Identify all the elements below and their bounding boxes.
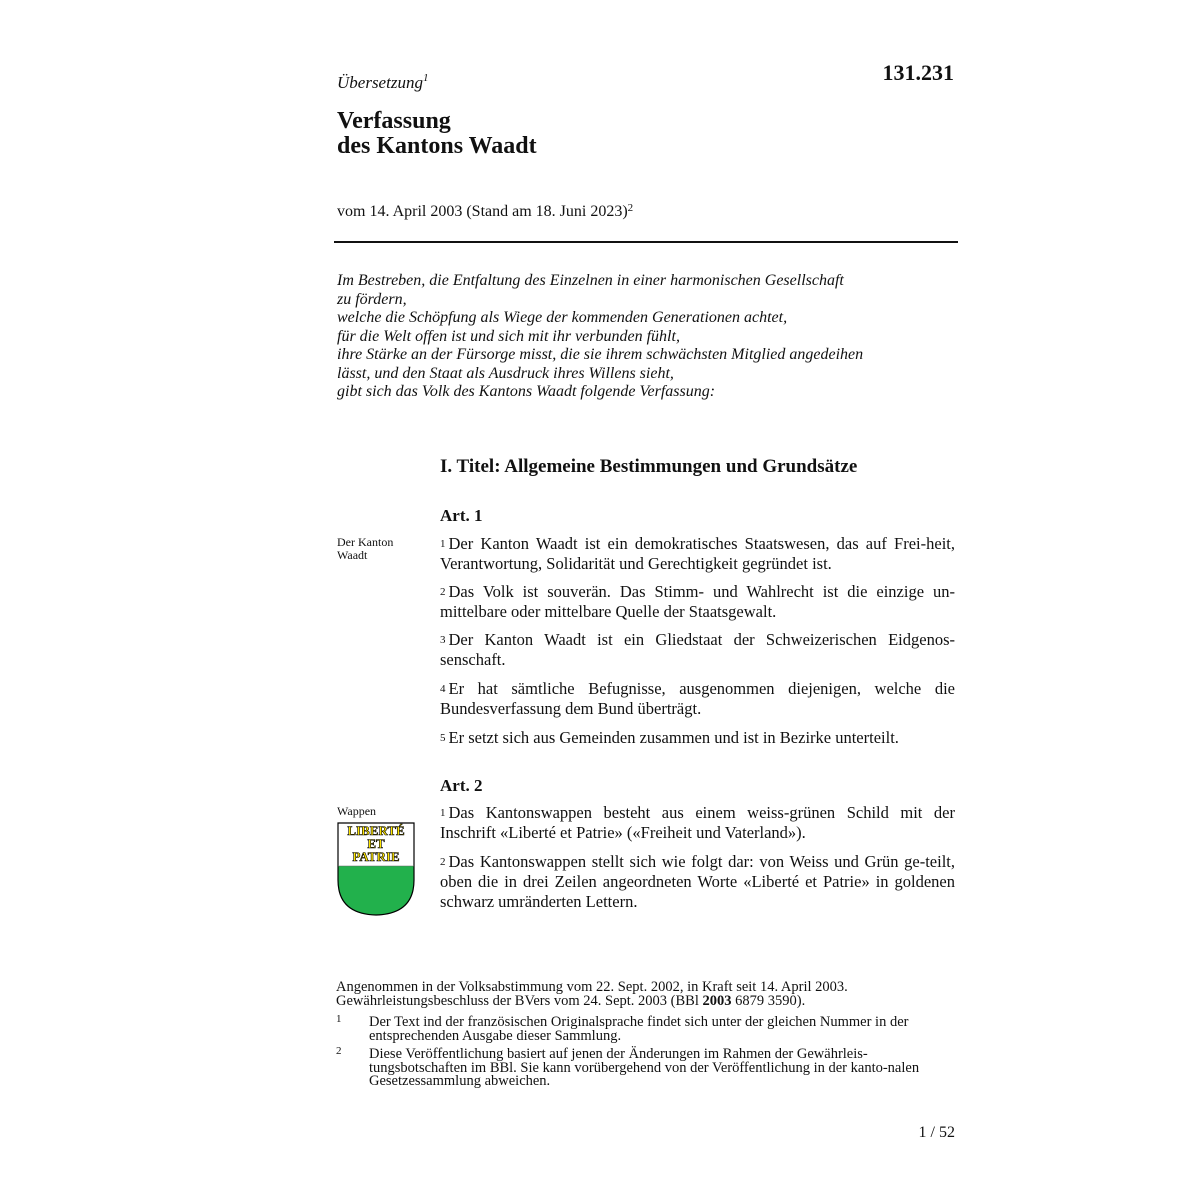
paragraph-number: 5 (440, 732, 446, 744)
article-1-paragraph-3 (440, 630, 955, 670)
footnote-intro (336, 980, 956, 1008)
document-date: vom 14. April 2003 (Stand am 18. Juni 2023)$^2$ (337, 202, 634, 220)
article-2-paragraph-1 (440, 803, 955, 843)
footnote-number: 1 (336, 1013, 342, 1025)
paragraph-text: Das Kantonswappen besteht aus einem weiss-grünen Schild mit der Inschrift «Liberté et Patrie» («Freiheit und Vaterland»). (440, 803, 955, 842)
article-1-paragraph-1 (440, 534, 955, 574)
preamble (337, 272, 957, 402)
footnote-2 (336, 1045, 956, 1089)
paragraph-number: 4 (440, 683, 446, 695)
shield-letters-line-2: ET (367, 836, 385, 851)
margin-note-line: Waadt (337, 548, 368, 562)
paragraph-number: 2 (440, 856, 446, 868)
footnote-ref-2[interactable]: 2 (627, 202, 634, 214)
shield-letters-line-1: LIBERTÉ (347, 823, 405, 838)
preamble-line: zu fördern, (337, 290, 407, 308)
preamble-line: ihre Stärke an der Fürsorge misst, die sie ihrem schwächsten Mitglied angedeihen (337, 346, 864, 363)
paragraph-number: 1 (440, 807, 446, 819)
article-2-paragraph-2 (440, 852, 955, 912)
margin-note-line: Der Kanton (337, 535, 394, 549)
page-number: 1 / 52 (918, 1124, 955, 1141)
article-1-title: Art. 1 (440, 506, 483, 525)
footnote-text: Der Text ind der französischen Originalsprache findet sich unter der gleichen Nummer in der entsprechenden Ausgabe dieser Sammlung. (369, 1014, 909, 1044)
preamble-line: lässt, und den Staat als Ausdruck ihres Willens sieht, (337, 364, 674, 382)
paragraph-text: Er setzt sich aus Gemeinden zusammen und ist in Bezirke unterteilt. (448, 728, 899, 747)
section-title: I. Titel: Allgemeine Bestimmungen und Grundsätze (440, 456, 858, 477)
footnote-intro-line-1: Angenommen in der Volksabstimmung vom 22. Sept. 2002, in Kraft seit 14. April 2003. (336, 979, 848, 995)
paragraph-number: 1 (440, 538, 446, 550)
footnote-text: Diese Veröffentlichung basiert auf jenen der Änderungen im Rahmen der Gewährleis-tungsbotschaften im BBl. Sie kann vorübergehend von der Veröffentlichung in der kanto-nalen Gesetzessammlung abweichen. (369, 1046, 920, 1089)
preamble-line: welche die Schöpfung als Wiege der kommenden Generationen achtet, (337, 309, 788, 326)
document-number: 131.231 (882, 60, 954, 85)
footnote-1 (336, 1013, 956, 1044)
article-1-margin-note (337, 536, 417, 562)
article-1-paragraph-5 (440, 728, 955, 748)
preamble-line: für die Welt offen ist und sich mit ihr verbunden fühlt, (337, 327, 680, 345)
coat-of-arms-shield-icon (337, 822, 415, 916)
shield-letters-line-3: PATRIE (352, 849, 400, 864)
footnote-ref-1[interactable]: 1 (422, 72, 429, 84)
article-2-title: Art. 2 (440, 776, 483, 795)
paragraph-text: Das Kantonswappen stellt sich wie folgt dar: von Weiss und Grün ge-teilt, oben die in drei Zeilen angeordneten Worte «Liberté et Patrie» in goldenen schwarz umränderten Lettern. (440, 852, 955, 911)
preamble-line: gibt sich das Volk des Kantons Waadt folgende Verfassung: (337, 383, 716, 400)
title-line-2: des Kantons Waadt (337, 133, 537, 159)
title-line-1: Verfassung (337, 108, 451, 134)
paragraph-text: Er hat sämtliche Befugnisse, ausgenommen diejenigen, welche die Bundesverfassung dem Bund überträgt. (440, 679, 955, 718)
paragraph-text: Das Volk ist souverän. Das Stimm- und Wahlrecht ist die einzige un-mittelbare oder mittelbare Quelle der Staatsgewalt. (440, 582, 955, 621)
paragraph-number: 2 (440, 586, 446, 598)
preamble-line: Im Bestreben, die Entfaltung des Einzelnen in einer harmonischen Gesellschaft (337, 272, 844, 289)
article-2-margin-note: Wappen (337, 804, 377, 818)
title-divider (334, 241, 958, 243)
paragraph-text: Der Kanton Waadt ist ein demokratisches Staatswesen, das auf Frei-heit, Verantwortung, Solidarität und Gerechtigkeit gegründet ist. (440, 534, 955, 573)
footnote-number: 2 (336, 1045, 342, 1057)
paragraph-text: Der Kanton Waadt ist ein Gliedstaat der Schweizerischen Eidgenos-senschaft. (440, 630, 955, 669)
article-1-paragraph-4 (440, 679, 955, 719)
article-1-paragraph-2 (440, 582, 955, 622)
document-title (337, 109, 537, 159)
paragraph-number: 3 (440, 634, 446, 646)
footnote-intro-line-2: Gewährleistungsbeschluss der BVers vom 24. Sept. 2003 (BBl 2003 6879 3590). (336, 993, 806, 1009)
translation-label: Übersetzung$^1$ (337, 72, 429, 92)
